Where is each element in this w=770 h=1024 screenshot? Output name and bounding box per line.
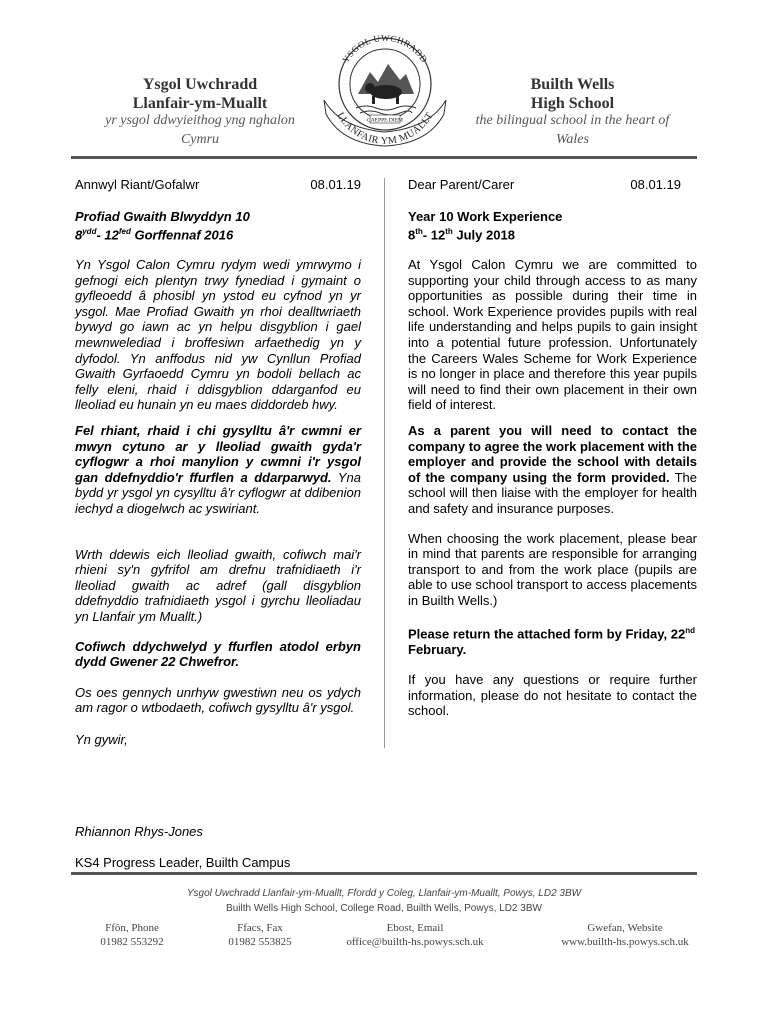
english-paragraph-questions: If you have any questions or require further information, please do not hesitate to contact the school.	[408, 672, 697, 719]
welsh-closing: Yn gywir,	[75, 731, 128, 747]
signatory-name: Rhiannon Rhys-Jones	[75, 824, 203, 839]
crest-top-text: YSGOL UWCHRADD	[340, 32, 430, 65]
footer-address-welsh: Ysgol Uwchradd Llanfair-ym-Muallt, Ffordd y Coleg, Llanfair-ym-Muallt, Powys, LD2 3BW	[186, 888, 582, 899]
header-divider	[71, 156, 697, 159]
welsh-subject: Profiad Gwaith Blwyddyn 10 $8^{ydd}-$ $12^{fed}$ Gorffennaf 2016	[75, 208, 250, 243]
welsh-date: 08.01.19	[310, 177, 361, 192]
welsh-paragraph-contact: Fel rhiant, rhaid i chi gysylltu â'r cwmni er mwyn cytuno ar y lleoliad gwaith gyda'r cyflogwr a rhoi manylion y cwmni i'r ysgol gan ddefnyddio'r ffurflen a ddarparwyd. Yna bydd yr ysgol yn cysylltu â'r cyflogwr at ddibenion iechyd a diogelwch ac yswiriant.	[75, 423, 361, 517]
english-tagline: the bilingual school in the heart of Wales	[475, 113, 670, 147]
signatory-role: KS4 Progress Leader, Builth Campus	[75, 855, 291, 870]
english-column	[408, 177, 697, 719]
footer-phone: Ffôn, Phone 01982 553292	[100, 922, 164, 948]
welsh-salutation-row	[75, 177, 361, 193]
english-paragraph-contact: As a parent you will need to contact the company to agree the work placement with the employer and provide the school with details of the company using the form provided. The school will then liaise with the employer for health and safety and insurance purposes.	[408, 423, 697, 517]
footer-fax: Ffacs, Fax 01982 553825	[228, 922, 292, 948]
school-crest-logo	[320, 22, 450, 152]
welsh-school-name: Ysgol Uwchradd Llanfair-ym-Muallt	[132, 76, 268, 112]
footer-website: Gwefan, Website www.builth-hs.powys.sch.uk	[561, 922, 689, 948]
welsh-tagline: yr ysgol ddwyieithog yng nghalon Cymru	[105, 113, 295, 147]
welsh-column	[75, 177, 361, 748]
welsh-paragraph-transport: Wrth ddewis eich lleoliad gwaith, cofiwch mai'r rhieni sy'n gyfrifol am drefnu trafnidiaeth i'r lleoliad gwaith ac adref (gall disgyblion ddefnyddio trafnidiaeth ysgol i gyrchu lleoliadau yn Llanfair ym Muallt.)	[75, 546, 361, 624]
english-school-name: Builth Wells High School	[530, 76, 615, 112]
footer-email: Ebost, Email office@builth-hs.powys.sch.uk	[346, 922, 484, 948]
footer-address-english: Builth Wells High School, College Road, Builth Wells, Powys, LD2 3BW	[226, 903, 542, 914]
column-divider	[384, 178, 385, 748]
welsh-paragraph-intro: Yn Ysgol Calon Cymru rydym wedi ymrwymo i gefnogi eich plentyn trwy fynediad i gymaint o gyfleoedd â phosibl yn ystod eu cyfnod yn yr ysgol. Mae Profiad Gwaith yn rhoi dealltwriaeth bywyd go iawn ac yn helpu disgyblion i gael mewnwelediad i broffesiwn arfaethedig yn y dyfodol. Yn anffodus nid yw Cynllun Profiad Gwaith Gyrfaoedd Cymru yn bodoli bellach ac felly eleni, rhaid i ddisgyblion ddarganfod eu lleoliad eu hunain yn eu maes diddordeb hwy.	[75, 257, 361, 413]
welsh-paragraph-questions: Os oes gennych unrhyw gwestiwn neu os ydych am ragor o wtbodaeth, cofiwch gysylltu â'r ysgol.	[75, 684, 361, 716]
english-paragraph-intro: At Ysgol Calon Cymru we are committed to supporting your child through access to as many opportunities as possible during their time in school. Work Experience provides pupils with real life understanding and helps pupils to gain insight into a potential future profession. Unfortunately the Careers Wales Scheme for Work Experience is no longer in place and therefore this year pupils will need to find their own placement in their own field of interest.	[408, 257, 697, 413]
english-salutation: Dear Parent/Carer	[408, 177, 515, 192]
welsh-salutation: Annwyl Riant/Gofalwr	[75, 177, 200, 192]
english-paragraph-return: Please return the attached form by Friday, 22nd February.	[408, 625, 695, 657]
english-date: 08.01.19	[630, 177, 681, 192]
welsh-paragraph-return: Cofiwch ddychwelyd y ffurflen atodol erbyn dydd Gwener 22 Chwefror.	[75, 638, 361, 670]
english-salutation-row	[408, 177, 697, 193]
crest-bottom-text: LLANFAIR YM MUALLT	[334, 110, 436, 147]
crest-motto: CAEPPE DIEM	[367, 117, 403, 124]
footer-divider	[71, 872, 697, 875]
english-paragraph-transport: When choosing the work placement, please bear in mind that parents are responsible for arranging transport to and from the work place (pupils are able to use school transport to access placements in Builth Wells.)	[408, 530, 697, 608]
english-subject: Year 10 Work Experience 8th- 12th July 2018	[408, 208, 563, 243]
